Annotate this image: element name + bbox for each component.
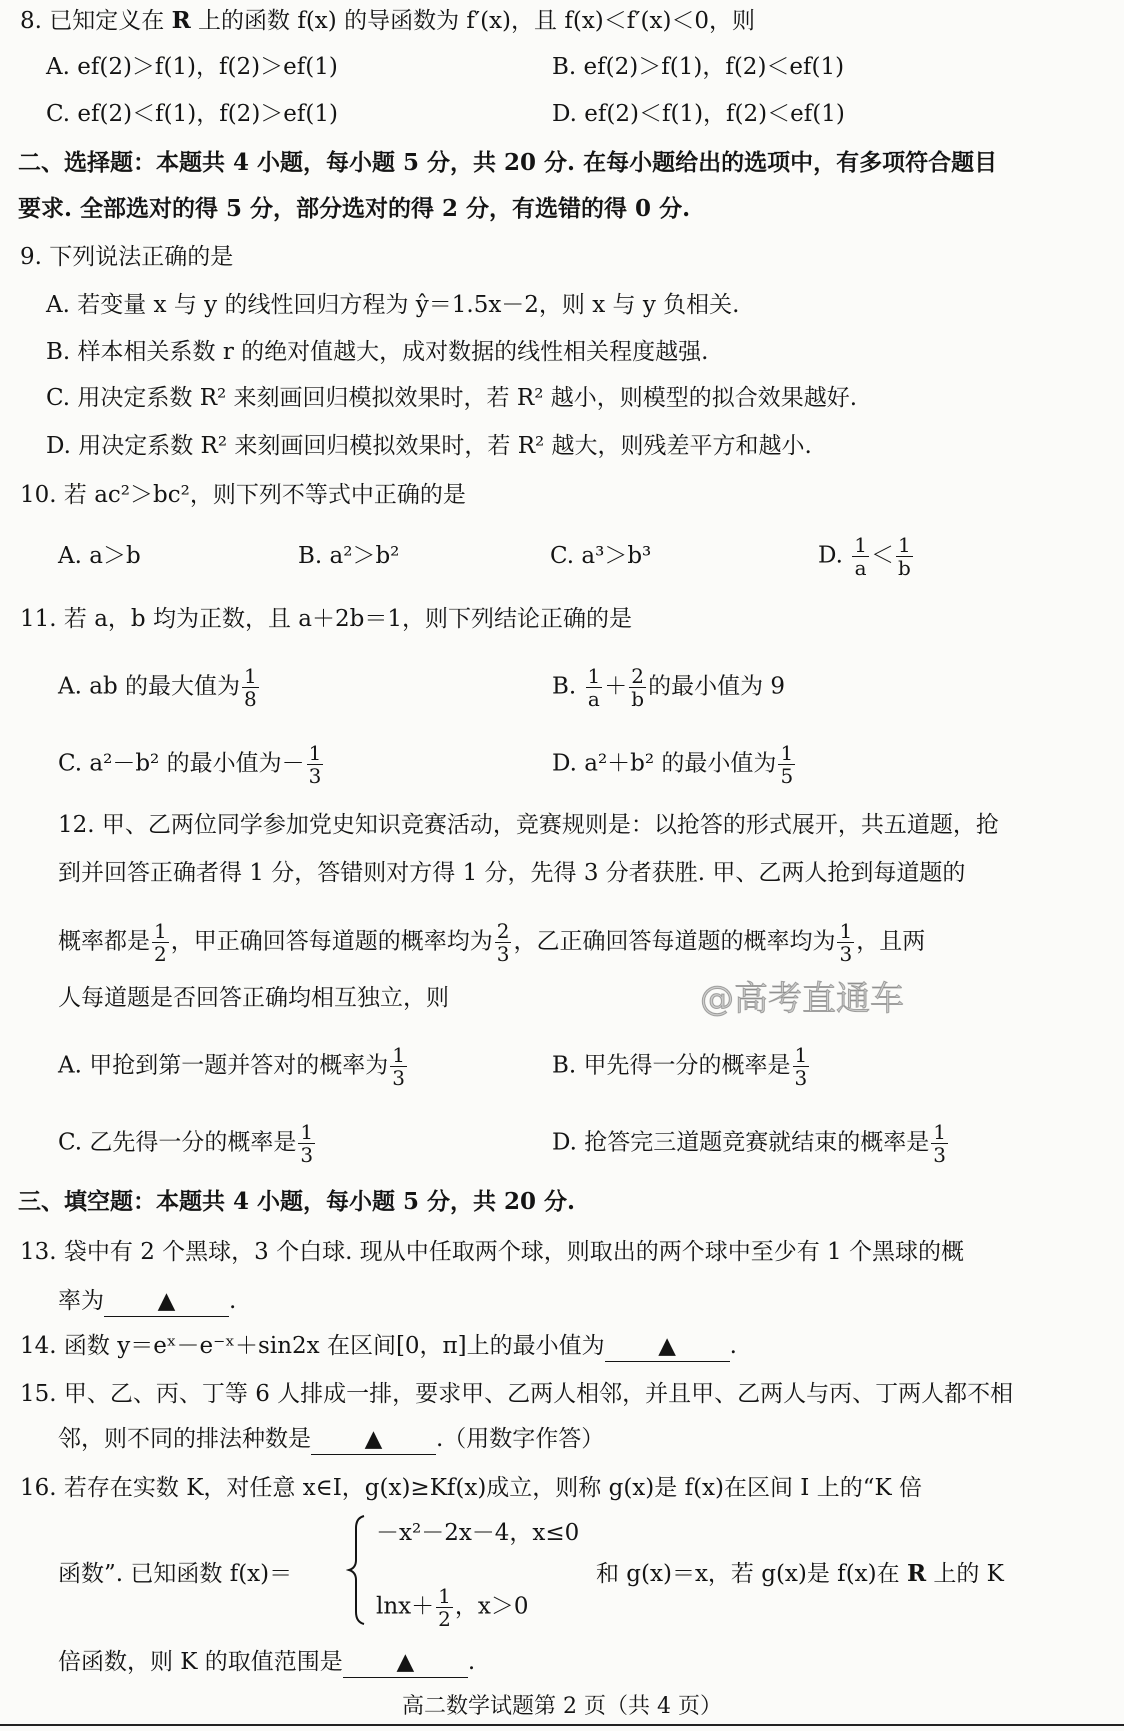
text-line	[58, 810, 999, 840]
text-segment: B. a²＞b²	[298, 543, 400, 569]
text-line	[20, 1331, 737, 1362]
text-line	[20, 242, 233, 272]
fraction	[852, 534, 869, 579]
text-segment: 8. 已知定义在	[20, 8, 172, 34]
fraction	[586, 665, 603, 710]
text-segment: 上的函数 f(x) 的导函数为 f′(x)，且 f(x)＜f′(x)＜0，则	[190, 8, 756, 34]
text-segment: 和 g(x)＝x，若 g(x)是 f(x)在	[596, 1561, 907, 1587]
text-line	[58, 1647, 475, 1678]
text-segment: C. 用决定系数 R² 来刻画回归模拟效果时，若 R² 越小，则模型的拟合效果越好.	[46, 385, 858, 411]
text-line	[552, 99, 845, 129]
numerator: 1	[794, 1043, 808, 1067]
text-segment: R	[906, 1560, 927, 1587]
text-segment: 到并回答正确者得 1 分，答错则对方得 1 分，先得 3 分者获胜. 甲、乙两人抢到每道题的	[58, 860, 966, 886]
text-segment: 15. 甲、乙、丙、丁等 6 人排成一排，要求甲、乙两人相邻，并且甲、乙两人与丙、丁两人都不相	[20, 1381, 1014, 1407]
text-segment: C. ef(2)＜f(1)，f(2)＞ef(1)	[46, 101, 338, 127]
answer-blank[interactable]: ▲	[343, 1647, 468, 1678]
text-line	[818, 534, 915, 579]
numerator: 1	[243, 664, 257, 688]
text-segment: 11. 若 a，b 均为正数，且 a＋2b＝1，则下列结论正确的是	[20, 606, 632, 632]
text-segment: 10. 若 ac²＞bc²，则下列不等式中正确的是	[20, 482, 466, 508]
text-segment: A. 若变量 x 与 y 的线性回归方程为 ŷ＝1.5x－2，则 x 与 y 负相关.	[46, 292, 740, 318]
text-segment: 要求. 全部选对的得 5 分，部分选对的得 2 分，有选错的得 0 分.	[18, 195, 691, 222]
fraction	[152, 920, 169, 965]
text-segment: D. 用决定系数 R² 来刻画回归模拟效果时，若 R² 越大，则残差平方和越小.	[46, 433, 812, 459]
text-line	[58, 1286, 236, 1317]
text-segment: 9. 下列说法正确的是	[20, 244, 234, 270]
text-line	[46, 290, 739, 320]
text-segment: A. ef(2)＞f(1)，f(2)＞ef(1)	[46, 54, 338, 80]
text-line	[20, 6, 755, 36]
text-segment: D. ef(2)＜f(1)，f(2)＜ef(1)	[552, 101, 845, 127]
numerator: 2	[496, 919, 510, 943]
fraction	[298, 1121, 315, 1166]
fraction	[896, 534, 913, 579]
fraction	[436, 1585, 453, 1630]
text-line	[18, 194, 690, 224]
fraction	[793, 1044, 810, 1089]
text-line	[46, 431, 812, 461]
text-segment: A. a＞b	[58, 543, 141, 569]
text-line	[18, 1187, 575, 1217]
text-segment: D.	[818, 542, 851, 569]
text-segment: 的最小值为 9	[648, 673, 786, 700]
text-line	[596, 1559, 1004, 1589]
text-segment: ＋	[604, 673, 628, 700]
text-segment: 三、填空题：本题共 4 小题，每小题 5 分，共 20 分.	[18, 1188, 576, 1215]
denominator: 3	[794, 1066, 808, 1090]
text-segment: C. 乙先得一分的概率是	[58, 1129, 297, 1156]
text-line	[552, 1121, 950, 1166]
fraction	[495, 920, 512, 965]
denominator: 2	[154, 942, 167, 966]
text-segment: R	[171, 7, 191, 34]
text-line	[20, 1379, 1013, 1409]
text-line	[550, 541, 651, 571]
numerator: 1	[896, 534, 913, 557]
text-segment: 16. 若存在实数 K，对任意 x∈I，g(x)≥Kf(x)成立，则称 g(x)是 f(x)在区间 I 上的“K 倍	[20, 1475, 922, 1501]
text-line	[376, 1585, 528, 1630]
text-line	[58, 541, 141, 571]
text-segment: D. 抢答完三道题竞赛就结束的概率是	[552, 1129, 930, 1156]
text-line	[58, 665, 261, 710]
fraction	[629, 665, 646, 710]
text-line	[552, 742, 797, 787]
text-line	[58, 920, 925, 965]
numerator: 1	[438, 1584, 451, 1608]
denominator: a	[587, 687, 600, 711]
footer-rule	[0, 1724, 1124, 1726]
text-line	[46, 383, 857, 413]
fraction	[242, 665, 259, 710]
text-line	[552, 1044, 811, 1089]
text-line	[20, 1237, 964, 1267]
numerator: 1	[854, 533, 867, 557]
text-segment: lnx＋	[376, 1593, 435, 1620]
fraction	[837, 920, 854, 965]
text-segment: 14. 函数 y＝eˣ－e⁻ˣ＋sin2x 在区间[0，π]上的最小值为	[20, 1333, 605, 1359]
fraction	[931, 1121, 948, 1166]
denominator: 3	[496, 942, 510, 966]
piecewise-brace	[346, 1514, 368, 1626]
fraction	[390, 1044, 407, 1089]
text-line	[18, 148, 997, 178]
text-segment: ，x＞0	[454, 1593, 529, 1620]
text-line	[58, 858, 965, 888]
text-line	[58, 1121, 317, 1166]
answer-blank[interactable]: ▲	[104, 1286, 229, 1317]
text-segment: .（用数字作答）	[436, 1426, 605, 1452]
text-segment: .	[467, 1649, 476, 1675]
numerator: 1	[392, 1043, 405, 1067]
answer-blank[interactable]: ▲	[311, 1424, 436, 1455]
text-segment: A. 甲抢到第一题并答对的概率为	[58, 1052, 389, 1079]
text-segment: 13. 袋中有 2 个黑球，3 个白球. 现从中任取两个球，则取出的两个球中至少有 1 个黑球的概	[20, 1239, 964, 1265]
text-segment: ，且两	[856, 928, 926, 955]
text-segment: －x²－2x－4，x≤0	[376, 1520, 580, 1546]
denominator: a	[854, 556, 867, 580]
text-line	[58, 742, 325, 787]
denominator: 8	[243, 687, 257, 711]
numerator: 2	[629, 665, 646, 688]
text-line	[58, 1424, 604, 1455]
text-segment: 二、选择题：本题共 4 小题，每小题 5 分，共 20 分. 在每小题给出的选项中，有多项符合题目	[18, 149, 998, 176]
text-line	[46, 99, 338, 129]
text-segment: 倍函数，则 K 的取值范围是	[58, 1649, 343, 1675]
numerator: 1	[839, 919, 853, 943]
text-segment: ，甲正确回答每道题的概率均为	[170, 928, 493, 955]
denominator: 3	[839, 942, 853, 966]
denominator: 5	[780, 764, 794, 788]
answer-blank[interactable]: ▲	[605, 1331, 730, 1362]
text-segment: 12. 甲、乙两位同学参加党史知识竞赛活动，竞赛规则是：以抢答的形式展开，共五道题，抢	[58, 812, 999, 838]
text-segment: ＜	[870, 542, 894, 569]
text-segment: .	[229, 1288, 237, 1314]
text-line	[552, 665, 785, 710]
numerator: 1	[308, 741, 322, 765]
denominator: 2	[438, 1607, 451, 1631]
text-segment: B. 样本相关系数 r 的绝对值越大，成对数据的线性相关程度越强.	[46, 339, 709, 365]
text-segment: B. ef(2)＞f(1)，f(2)＜ef(1)	[552, 54, 845, 80]
text-segment: 邻，则不同的排法种数是	[58, 1426, 311, 1452]
text-line	[376, 1518, 579, 1548]
text-line	[58, 983, 449, 1013]
text-line	[58, 1559, 292, 1589]
fraction	[778, 742, 795, 787]
text-segment: 人每道题是否回答正确均相互独立，则	[58, 985, 449, 1011]
text-segment: 函数”. 已知函数 f(x)＝	[58, 1561, 293, 1587]
numerator: 1	[933, 1120, 946, 1144]
text-line	[46, 337, 708, 367]
page-footer: 高二数学试题第 2 页（共 4 页）	[402, 1694, 722, 1719]
numerator: 1	[587, 664, 601, 688]
text-segment: 概率都是	[58, 928, 150, 955]
numerator: 1	[154, 919, 167, 943]
denominator: 3	[392, 1066, 405, 1090]
text-segment: ，乙正确回答每道题的概率均为	[513, 928, 836, 955]
text-line	[298, 541, 399, 571]
text-segment: .	[729, 1333, 737, 1359]
denominator: b	[897, 556, 911, 580]
watermark: @高考直通车	[700, 979, 904, 1019]
text-segment: B. 甲先得一分的概率是	[552, 1052, 791, 1079]
denominator: b	[631, 687, 645, 711]
denominator: 3	[308, 764, 322, 788]
text-line	[46, 52, 338, 82]
text-segment: 上的 K	[926, 1561, 1004, 1587]
text-segment: 率为	[58, 1288, 104, 1314]
text-line	[58, 1044, 409, 1089]
denominator: 3	[933, 1143, 946, 1167]
text-line	[20, 604, 632, 634]
text-line	[552, 52, 844, 82]
fraction	[307, 742, 324, 787]
denominator: 3	[300, 1143, 314, 1167]
text-segment: C. a²－b² 的最小值为－	[58, 750, 305, 777]
text-line	[20, 1473, 922, 1503]
numerator: 1	[780, 741, 794, 765]
text-segment: D. a²＋b² 的最小值为	[552, 750, 777, 777]
text-segment: B.	[552, 673, 584, 700]
text-segment: A. ab 的最大值为	[58, 673, 240, 700]
numerator: 1	[300, 1120, 314, 1144]
text-line	[20, 480, 466, 510]
text-segment: C. a³＞b³	[550, 543, 652, 569]
